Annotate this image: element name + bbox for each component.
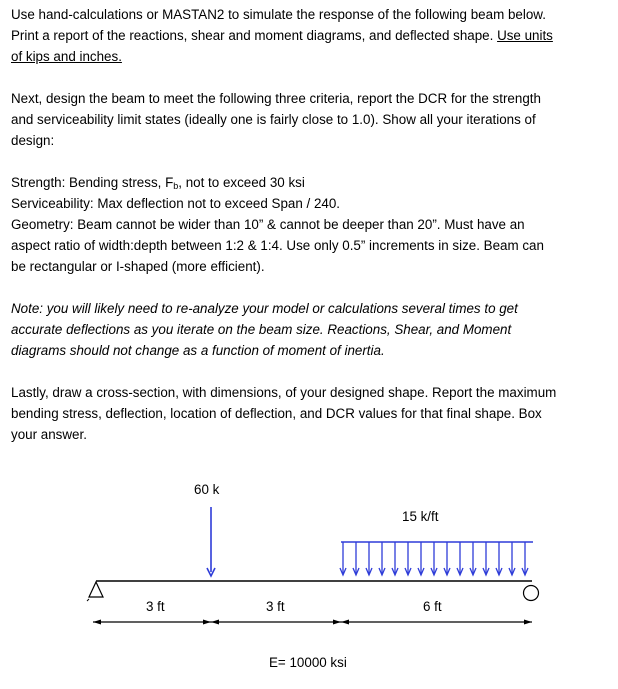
modulus-label: E= 10000 ksi [269,655,347,670]
point-load-label: 60 k [194,482,220,497]
beam-diagram [0,470,618,689]
dim-arrow-1-right-icon [203,620,211,625]
para-1-line-3: of kips and inches. [11,49,122,64]
strength-text: Strength: Bending stress, F [11,175,174,190]
para-2-line-3: design: [11,133,55,148]
dim-arrow-3-left-icon [341,620,349,625]
distributed-load-label: 15 k/ft [402,509,439,524]
last-line-2: bending stress, deflection, location of deflection, and DCR values for that final shape. Box [11,406,542,421]
strength-limit: , not to exceed 30 ksi [178,175,305,190]
span-3-label: 6 ft [423,599,442,614]
para-2-line-2: and serviceability limit states (ideally one is fairly close to 1.0). Show all your iterations of [11,112,536,127]
strength-subscript: b [173,181,179,191]
geometry-line-1: Geometry: Beam cannot be wider than 10” & cannot be deeper than 20”. Must have an [11,217,525,232]
dim-arrow-right-icon [524,620,532,625]
dim-arrow-2-right-icon [333,620,341,625]
para-1-line-2 [11,25,611,46]
para-1-line-1: Use hand-calculations or MASTAN2 to simulate the response of the following beam below. [11,7,546,22]
last-line-1: Lastly, draw a cross-section, with dimensions, of your designed shape. Report the maximum [11,385,557,400]
dim-arrow-left-icon [93,620,101,625]
strength-criterion [11,172,611,193]
roller-support-icon [524,586,539,601]
para-1-line-2-text: Print a report of the reactions, shear and moment diagrams, and deflected shape. [11,28,498,43]
pin-hatch-line [87,599,89,601]
serviceability-criterion: Serviceability: Max deflection not to exceed Span / 240. [11,196,341,211]
note-line-2: accurate deflections as you iterate on the beam size. Reactions, Shear, and Moment [11,322,512,337]
para-2-line-1: Next, design the beam to meet the following three criteria, report the DCR for the strength [11,91,541,106]
units-emphasis: Use units [497,28,553,43]
span-1-label: 3 ft [146,599,165,614]
last-line-3: your answer. [11,427,87,442]
geometry-line-3: be rectangular or I-shaped (more efficient). [11,259,265,274]
distributed-load-arrows [340,542,528,575]
geometry-line-2: aspect ratio of width:depth between 1:2 & 1:4. Use only 0.5” increments in size. Beam can [11,238,544,253]
pin-support-icon [89,582,103,597]
problem-statement [11,4,611,445]
note-line-3: diagrams should not change as a function of moment of inertia. [11,343,385,358]
note-line-1: Note: you will likely need to re-analyze your model or calculations several times to get [11,301,518,316]
dim-arrow-2-left-icon [211,620,219,625]
span-2-label: 3 ft [266,599,285,614]
